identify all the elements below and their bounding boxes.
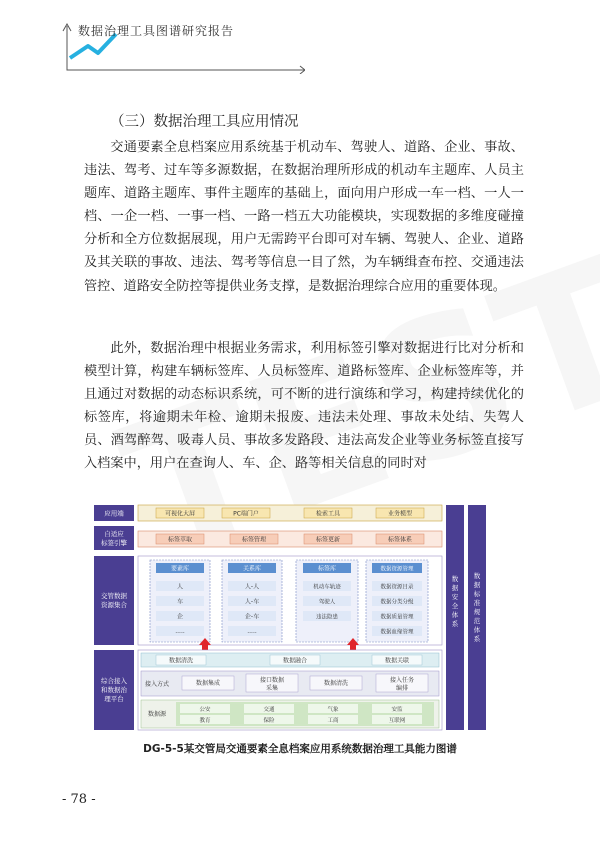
app-item: 检索工具: [315, 510, 341, 518]
svg-text:标: 标: [473, 590, 481, 598]
resource-group-title: 标签库: [317, 565, 337, 573]
row-label-platform-3: 理平台: [104, 695, 124, 703]
row-label-resource-2: 资源集合: [101, 601, 127, 609]
platform-process: 数据关联: [384, 657, 410, 665]
access-item: 数据集成: [195, 680, 221, 687]
resource-item: 车: [176, 598, 184, 606]
app-item: 业务模型: [387, 510, 413, 518]
svg-text:数: 数: [451, 575, 459, 583]
row-label-platform-1: 综合接入: [101, 677, 127, 685]
page-number: - 78 -: [62, 792, 96, 807]
resource-item: 机动车轨迹: [313, 584, 341, 591]
section-heading: （三）数据治理工具应用情况: [110, 114, 299, 130]
figure-caption: DG-5-5某交管局交通要素全息档案应用系统数据治理工具能力图谱: [143, 743, 457, 755]
resource-item: 数据分类分级: [380, 599, 414, 606]
resource-item: 人: [176, 583, 184, 591]
svg-text:准: 准: [473, 599, 481, 607]
row-label-app: 应用端: [104, 509, 124, 518]
paragraph-1: 交通要素全息档案应用系统基于机动车、驾驶人、道路、企业、事故、违法、驾考、过车等多源数据，在数据治理所形成的机动车主题库、人员主题库、道路主题库、事件主题库的基础上，面向用户形成一车一档、一人一档、一企一档、一事一档、一路一档五大功能模块，实现数据的多维度碰撞分析和全方位数据展现，用户无需跨平台即可对车辆、驾驶人、企业、道路及其关联的事故、违法、驾考等信息一目了然，为车辆缉查布控、交通违法管控、道路安全防控等提供业务支撑，是数据治理综合应用的重要体现。: [84, 140, 524, 294]
access-item-line-1: 接入任务: [389, 677, 415, 684]
source-item: 气象: [327, 707, 339, 713]
svg-text:体: 体: [451, 611, 459, 619]
svg-text:数: 数: [473, 572, 481, 580]
access-label: 接入方式: [144, 681, 170, 688]
tag-item: 标签更新: [315, 536, 341, 544]
sources-label: 数据源: [147, 711, 167, 718]
resource-item: .....: [175, 628, 185, 635]
resource-item: 违法隐患: [315, 614, 339, 621]
svg-text:系: 系: [473, 635, 481, 643]
resource-item: 数据资源目录: [380, 584, 414, 591]
source-item: 交通: [263, 707, 275, 713]
access-item: 数据清洗: [323, 680, 349, 687]
resource-item: 驾驶人: [318, 599, 336, 606]
source-item: 保险: [263, 718, 275, 724]
svg-text:范: 范: [473, 617, 481, 625]
source-item: 安监: [391, 707, 403, 713]
tag-item: 标签萃取: [167, 536, 193, 544]
resource-item: 企-车: [244, 613, 260, 621]
header-title: 数据治理工具图谱研究报告: [78, 24, 235, 38]
resource-item: 数据血缘管理: [380, 629, 414, 636]
source-item: 互联网: [388, 718, 406, 724]
row-label-tag-2: 标签引擎: [101, 539, 127, 547]
row-label-platform-2: 和数据治: [101, 686, 127, 694]
platform-process: 数据融合: [282, 657, 308, 665]
resource-group-title: 数据资源管理: [380, 566, 414, 573]
tag-item: 标签管理: [241, 536, 267, 544]
tag-item: 标签体系: [387, 536, 413, 544]
source-item: 工商: [327, 718, 339, 724]
resource-group-title: 关系库: [242, 565, 262, 573]
resource-item: 企: [176, 613, 184, 621]
platform-process: 数据清洗: [168, 657, 194, 665]
svg-text:系: 系: [451, 620, 459, 628]
access-item-line-2: 采集: [265, 685, 279, 692]
resource-item: 数据质量管理: [380, 614, 414, 621]
capability-diagram: [94, 502, 496, 734]
access-item-line-1: 接口数据: [259, 677, 285, 684]
resource-item: 人-车: [244, 598, 260, 606]
source-item: 公安: [199, 707, 211, 713]
row-label-resource-1: 交管数据: [101, 592, 127, 600]
svg-text:体: 体: [473, 626, 481, 634]
app-item: PC端门户: [233, 510, 259, 518]
source-item: 教育: [199, 718, 211, 724]
resource-item: .....: [247, 628, 257, 635]
access-item-line-2: 编排: [395, 685, 409, 692]
resource-group-title: 要素库: [170, 565, 190, 573]
resource-item: 人-人: [244, 583, 260, 591]
svg-text:据: 据: [451, 584, 459, 592]
svg-text:安: 安: [451, 593, 459, 601]
svg-text:全: 全: [451, 602, 459, 610]
row-label-tag-1: 自适应: [104, 530, 124, 538]
svg-text:据: 据: [473, 581, 481, 589]
svg-text:规: 规: [473, 608, 481, 616]
paragraph-2: 此外，数据治理中根据业务需求，利用标签引擎对数据进行比对分析和模型计算，构建车辆标签库、人员标签库、道路标签库、企业标签库等，并且通过对数据的动态标识系统，可不断的进行演练和学习，构建持续优化的标签库，将逾期未年检、逾期未报废、违法未处理、事故未处结、失驾人员、酒驾醉驾、吸毒人员、事故多发路段、违法高发企业等业务标签直接写入档案中，用户在查询人、车、企、路等相关信息的同时对: [84, 341, 524, 472]
app-item: 可视化大屏: [164, 510, 196, 518]
